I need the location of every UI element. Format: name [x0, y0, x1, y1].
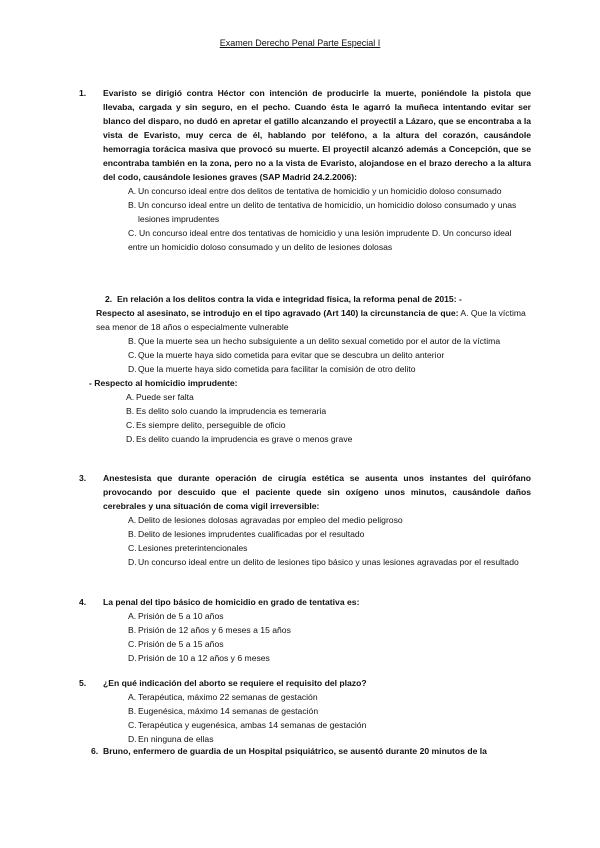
option-c-d: C. Un concurso ideal entre dos tentativas de homicidio y una lesión imprudente D. Un concurso ideal entre un homicidio doloso consumado y un delito de lesiones dolosas [128, 228, 512, 252]
option-b [128, 623, 531, 637]
option-c [128, 348, 531, 362]
option-text: Puede ser falta [136, 392, 194, 402]
option-d [128, 651, 531, 665]
option-letter: A. [128, 611, 137, 621]
question-1-body: Evaristo se dirigió contra Héctor con intención de producirle la muerte, poniéndole la pistola que llevaba, cargada y sin seguro, en el pecho. Cuando ésta le agarró la muñeca intentando evitar ser blanco del disparo, no dudó en apretar el gatillo alcanzando el proyectil a Lázaro, que se encontraba a la vista de Evaristo, muy cerca de él, hablando por teléfono, a la altura del corazón, causándole hemorragia torácica masiva que provocó su muerte. El proyectil alcanzó además a Concepción, que se encontraba también en la zona, pero no a la vista de Evaristo, alojandose en el brazo derecho a la altura del codo, causándole lesiones graves (SAP Madrid 24.2.2006): [103, 88, 531, 182]
option-text: Prisión de 10 a 12 años y 6 meses [138, 653, 270, 663]
sub-question-asesinato [96, 306, 531, 334]
option-b [128, 334, 531, 348]
option-letter: B. [128, 625, 137, 635]
question-number: 6. [91, 746, 99, 756]
question-2-body: En relación a los delitos contra la vida e integridad física, la reforma penal de 2015: - [117, 294, 462, 304]
question-2 [91, 292, 531, 446]
option-letter: B. [126, 406, 135, 416]
question-number: 3. [79, 473, 87, 483]
question-6-body: Bruno, enfermero de guardia de un Hospital psiquiátrico, se ausentó durante 20 minutos de la [103, 746, 487, 756]
option-letter: D. [128, 653, 137, 663]
option-text: Que la muerte haya sido cometida para evitar que se descubra un delito anterior [138, 350, 445, 360]
question-4 [79, 595, 531, 665]
option-d [128, 362, 531, 376]
option-letter: C. [128, 350, 137, 360]
option-b [128, 704, 531, 718]
option-text: Prisión de 5 a 10 años [138, 611, 224, 621]
question-5-body: ¿En qué indicación del aborto se requiere el requisito del plazo? [103, 678, 367, 688]
option-letter: A. [128, 515, 137, 525]
option-d [126, 432, 531, 446]
option-a [128, 513, 531, 527]
option-a [128, 609, 531, 623]
sub-question-homicidio-imprudente: - Respecto al homicidio imprudente: [89, 378, 238, 388]
option-b [128, 198, 531, 226]
option-text: Eugenésica, máximo 14 semanas de gestación [138, 706, 319, 716]
option-letter: D. [128, 364, 137, 374]
option-letter: B. [128, 706, 137, 716]
option-letter: D. [126, 434, 135, 444]
option-b [126, 404, 531, 418]
option-text: Prisión de 5 a 15 años [138, 639, 224, 649]
option-letter: D. [128, 557, 137, 567]
option-text: Que la muerte sea un hecho subsiguiente a un delito sexual cometido por el autor de la víctima [138, 336, 501, 346]
option-letter: C. [126, 420, 135, 430]
option-a: A. Que la víctima sea menor de 18 años o especialmente vulnerable [96, 308, 526, 332]
option-text: Un concurso ideal entre dos delitos de tentativa de homicidio y un homicidio doloso consumado [138, 186, 502, 196]
option-text: En ninguna de ellas [138, 734, 214, 744]
option-text: Delito de lesiones imprudentes cualificadas por el resultado [138, 529, 365, 539]
option-letter: B. [128, 336, 137, 346]
option-letter: D. [128, 734, 137, 744]
option-c [128, 718, 531, 732]
option-text: Es siempre delito, perseguible de oficio [136, 420, 286, 430]
option-letter: A. [126, 392, 135, 402]
option-letter: A. [128, 692, 137, 702]
question-1-text [79, 86, 531, 184]
option-c [128, 541, 531, 555]
option-text: Un concurso ideal entre un delito de tentativa de homicidio, un homicidio doloso consumado y unas lesiones imprudentes [138, 200, 517, 224]
option-letter: B. [128, 200, 137, 210]
option-text: Prisión de 12 años y 6 meses a 15 años [138, 625, 291, 635]
question-4-text [79, 595, 531, 609]
option-c [128, 637, 531, 651]
option-letter: C. [128, 639, 137, 649]
question-number: 2. [105, 294, 113, 304]
question-1 [79, 86, 531, 254]
question-4-body: La penal del tipo básico de homicidio en grado de tentativa es: [103, 597, 360, 607]
option-a [128, 690, 531, 704]
question-3-text [79, 471, 531, 513]
option-a [128, 184, 531, 198]
option-text: Un concurso ideal entre un delito de lesiones tipo básico y unas lesiones agravadas por el resultado [138, 557, 519, 567]
option-text: Es delito solo cuando la imprudencia es temeraria [136, 406, 327, 416]
option-letter: B. [128, 529, 137, 539]
option-letter: A. [128, 186, 137, 196]
question-number: 5. [79, 678, 87, 688]
option-b [128, 527, 531, 541]
document-title: Examen Derecho Penal Parte Especial I [219, 38, 381, 48]
question-number: 1. [79, 88, 87, 98]
question-6-text [91, 744, 536, 758]
option-text: Terapéutica y eugenésica, ambas 14 semanas de gestación [138, 720, 367, 730]
option-text: Lesiones preterintencionales [138, 543, 248, 553]
question-3-body: Anestesista que durante operación de cirugía estética se ausenta unos instantes del quirófano provocando por descuido que el paciente quede sin oxígeno unos minutos, causándole daños cerebrales y una situación de coma vigil irreversible: [103, 473, 531, 511]
option-text: Que la muerte haya sido cometida para facilitar la comisión de otro delito [138, 364, 416, 374]
option-letter: C. [128, 543, 137, 553]
option-text: Terapéutica, máximo 22 semanas de gestación [138, 692, 318, 702]
option-letter: C. [128, 720, 137, 730]
option-d [128, 555, 531, 569]
sub-question-label: Respecto al asesinato, se introdujo en el tipo agravado (Art 140) la circunstancia de que: [96, 308, 459, 318]
question-2-text [91, 292, 531, 306]
question-3 [79, 471, 531, 569]
question-5-text [79, 676, 531, 690]
question-6 [91, 744, 536, 758]
option-a [126, 390, 531, 404]
option-c [126, 418, 531, 432]
question-5 [79, 676, 531, 746]
option-text: Es delito cuando la imprudencia es grave o menos grave [136, 434, 353, 444]
option-text: Delito de lesiones dolosas agravadas por empleo del medio peligroso [138, 515, 403, 525]
question-number: 4. [79, 597, 87, 607]
